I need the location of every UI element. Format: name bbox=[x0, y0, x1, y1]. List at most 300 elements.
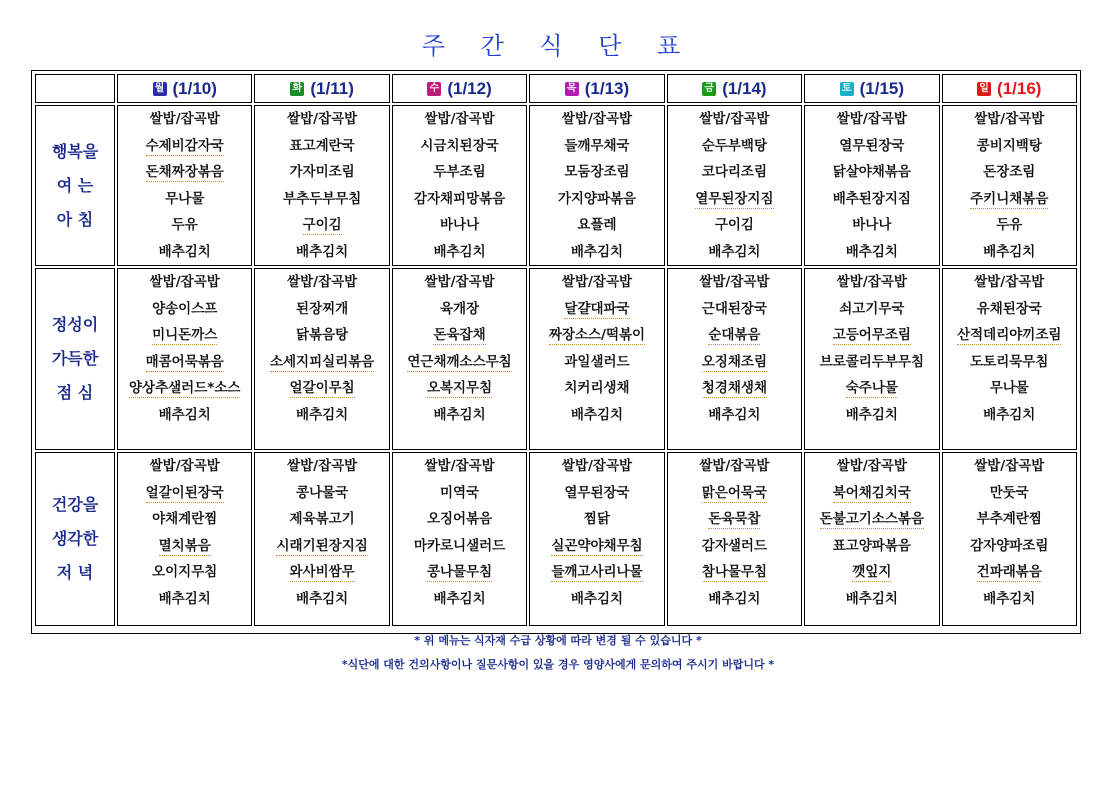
menu-item bbox=[668, 106, 801, 133]
menu-item bbox=[393, 269, 526, 296]
menu-item bbox=[943, 375, 1076, 402]
meal-row bbox=[35, 268, 1077, 450]
menu-item bbox=[255, 239, 388, 266]
menu-cell bbox=[117, 268, 252, 450]
menu-cell bbox=[942, 268, 1077, 450]
menu-item-text: 고등어무조림 bbox=[832, 327, 911, 343]
menu-item bbox=[805, 349, 938, 376]
menu-item bbox=[530, 402, 663, 429]
menu-item bbox=[805, 159, 938, 186]
meal-label-line: 여 는 bbox=[56, 175, 94, 195]
menu-item bbox=[668, 533, 801, 560]
menu-item-text: 쌀밥/잡곡밥 bbox=[561, 111, 633, 127]
menu-item-text: 쌀밥/잡곡밥 bbox=[424, 274, 495, 290]
menu-item-text: 콩나물국 bbox=[296, 484, 349, 501]
menu-item-text: 미니돈까스 bbox=[152, 327, 218, 343]
menu-item bbox=[530, 322, 663, 349]
menu-item-text: 시래기된장지짐 bbox=[276, 537, 368, 554]
menu-cell bbox=[392, 452, 527, 626]
menu-cell bbox=[804, 268, 939, 450]
menu-item bbox=[943, 506, 1076, 533]
menu-item bbox=[805, 133, 938, 160]
meal-label bbox=[35, 268, 115, 450]
meal-label-line: 아 침 bbox=[56, 209, 94, 229]
menu-item-text: 돈불고기소스볶음 bbox=[819, 511, 924, 527]
menu-item bbox=[393, 322, 526, 349]
menu-item-text: 바나나 bbox=[439, 217, 480, 233]
menu-item-text: 쌀밥/잡곡밥 bbox=[974, 111, 1045, 127]
day-header-1 bbox=[254, 74, 389, 103]
meal-label-line: 가득한 bbox=[51, 349, 99, 368]
day-header-6 bbox=[942, 74, 1077, 103]
menu-item-text: 쌀밥/잡곡밥 bbox=[424, 111, 495, 127]
day-date-label: (1/12) bbox=[447, 78, 492, 98]
menu-item-text: 주키니채볶음 bbox=[970, 190, 1049, 207]
menu-item-text: 얼갈이된장국 bbox=[145, 484, 224, 501]
menu-item-text: 바나나 bbox=[852, 217, 892, 233]
menu-item bbox=[530, 559, 663, 586]
menu-item-text: 쌀밥/잡곡밥 bbox=[836, 458, 907, 474]
menu-item bbox=[118, 453, 251, 480]
menu-item-text: 두유 bbox=[996, 217, 1023, 233]
menu-item-text: 멸치볶음 bbox=[158, 537, 211, 554]
menu-item bbox=[668, 453, 801, 480]
menu-item-text: 오복지무침 bbox=[426, 380, 493, 396]
menu-item bbox=[255, 159, 388, 186]
menu-item bbox=[530, 533, 663, 560]
menu-item bbox=[943, 453, 1076, 480]
menu-item-text: 배추김치 bbox=[296, 243, 349, 260]
menu-item bbox=[805, 533, 938, 560]
menu-item bbox=[530, 375, 663, 402]
menu-cell bbox=[117, 452, 252, 626]
menu-item-text: 마카로니샐러드 bbox=[413, 537, 506, 554]
menu-item-text: 쌀밥/잡곡밥 bbox=[699, 458, 770, 474]
menu-item bbox=[118, 402, 251, 429]
menu-item-text: 오징채조림 bbox=[701, 353, 767, 370]
menu-item-text: 치커리생채 bbox=[564, 380, 630, 396]
meal-label-line: 정성이 bbox=[51, 315, 99, 334]
weekday-icon: 목 bbox=[565, 82, 579, 96]
menu-item-text: 쌀밥/잡곡밥 bbox=[287, 274, 358, 290]
menu-item bbox=[118, 480, 251, 507]
menu-cell bbox=[942, 452, 1077, 626]
weekday-icon: 수 bbox=[427, 82, 441, 96]
menu-item-text: 근대된장국 bbox=[701, 300, 767, 317]
menu-item-text: 순대볶음 bbox=[708, 327, 761, 343]
menu-item bbox=[393, 453, 526, 480]
menu-item bbox=[668, 402, 801, 429]
menu-item-text: 닭살야채볶음 bbox=[832, 164, 911, 180]
menu-item bbox=[393, 586, 526, 613]
menu-item bbox=[530, 480, 663, 507]
menu-item bbox=[805, 586, 938, 613]
menu-item bbox=[943, 186, 1076, 213]
menu-item bbox=[393, 296, 526, 323]
menu-item-text: 감자채피망볶음 bbox=[413, 190, 506, 207]
menu-item bbox=[255, 133, 388, 160]
menu-item bbox=[118, 296, 251, 323]
menu-item-text: 부추두부무침 bbox=[283, 190, 362, 207]
menu-item-text: 돈채짜장볶음 bbox=[145, 164, 224, 180]
menu-item-text: 쌀밥/잡곡밥 bbox=[424, 458, 495, 474]
menu-item-text: 쌀밥/잡곡밥 bbox=[561, 458, 633, 474]
menu-item-text: 수제비감자국 bbox=[145, 137, 224, 154]
menu-item-text: 쌀밥/잡곡밥 bbox=[699, 111, 770, 127]
day-header-4 bbox=[667, 74, 802, 103]
menu-item bbox=[943, 349, 1076, 376]
menu-item-text: 깻잎지 bbox=[852, 564, 892, 580]
menu-item-text: 소세지피실리볶음 bbox=[269, 353, 375, 370]
menu-item-text: 들깨무채국 bbox=[564, 137, 630, 154]
menu-item-text: 쌀밥/잡곡밥 bbox=[974, 458, 1045, 474]
menu-item-text: 오이지무침 bbox=[152, 564, 218, 580]
menu-item-text: 유채된장국 bbox=[976, 300, 1042, 317]
menu-item bbox=[668, 159, 801, 186]
menu-item bbox=[943, 159, 1076, 186]
menu-item-text: 건파래볶음 bbox=[976, 564, 1042, 580]
menu-item-text: 배추김치 bbox=[158, 243, 211, 260]
menu-item bbox=[668, 186, 801, 213]
menu-item-text: 양상추샐러드*소스 bbox=[129, 380, 241, 396]
menu-item bbox=[943, 212, 1076, 239]
weekday-icon: 금 bbox=[702, 82, 716, 96]
menu-cell bbox=[254, 452, 389, 626]
menu-cell bbox=[117, 105, 252, 266]
weekday-icon: 화 bbox=[290, 82, 304, 96]
menu-item bbox=[393, 349, 526, 376]
menu-item-text: 열무된장국 bbox=[564, 484, 630, 501]
menu-item bbox=[943, 586, 1076, 613]
menu-item bbox=[668, 212, 801, 239]
menu-item-text: 열무된장지짐 bbox=[695, 190, 774, 207]
menu-item bbox=[530, 133, 663, 160]
menu-item bbox=[530, 296, 663, 323]
menu-item-text: 쌀밥/잡곡밥 bbox=[287, 458, 358, 474]
menu-item-text: 구이김 bbox=[714, 217, 754, 233]
menu-item bbox=[255, 269, 388, 296]
menu-item bbox=[668, 296, 801, 323]
menu-item bbox=[668, 239, 801, 266]
menu-item-text: 요플레 bbox=[577, 217, 617, 233]
menu-item-text: 야채계란찜 bbox=[152, 511, 218, 527]
menu-item bbox=[255, 533, 388, 560]
day-date-label: (1/13) bbox=[584, 78, 630, 98]
menu-item-text: 표고양파볶음 bbox=[832, 537, 911, 554]
menu-item bbox=[530, 506, 663, 533]
menu-item bbox=[118, 375, 251, 402]
menu-item-text: 쌀밥/잡곡밥 bbox=[561, 274, 633, 290]
menu-item-text: 무나물 bbox=[165, 190, 205, 207]
menu-item bbox=[805, 322, 938, 349]
menu-item bbox=[118, 269, 251, 296]
menu-item-text: 북어채김치국 bbox=[832, 484, 911, 501]
menu-item bbox=[530, 586, 663, 613]
day-header-0 bbox=[117, 74, 252, 103]
menu-item-text: 배추김치 bbox=[983, 590, 1036, 607]
menu-item-text: 브로콜리두부무침 bbox=[819, 353, 924, 370]
menu-item-text: 돈장조림 bbox=[983, 164, 1036, 180]
menu-item-text: 찜닭 bbox=[583, 511, 611, 527]
menu-item bbox=[255, 506, 388, 533]
menu-item bbox=[118, 186, 251, 213]
menu-item-text: 된장찌개 bbox=[296, 300, 349, 317]
menu-item-text: 콩비지백탕 bbox=[976, 137, 1042, 154]
menu-item bbox=[530, 212, 663, 239]
notice-change: * 위 메뉴는 식자재 수급 상황에 따라 변경 될 수 있습니다 * bbox=[414, 634, 702, 647]
menu-item bbox=[255, 453, 388, 480]
menu-cell bbox=[529, 268, 664, 450]
menu-item bbox=[393, 480, 526, 507]
menu-item bbox=[393, 186, 526, 213]
menu-item bbox=[943, 559, 1076, 586]
day-date-label: (1/11) bbox=[310, 78, 354, 98]
menu-item-text: 배추된장지짐 bbox=[832, 190, 911, 207]
menu-item-text: 오징어볶음 bbox=[426, 511, 493, 527]
menu-item-text: 쌀밥/잡곡밥 bbox=[149, 458, 220, 474]
menu-item-text: 과일샐러드 bbox=[564, 353, 630, 370]
menu-item-text: 만둣국 bbox=[989, 484, 1029, 501]
menu-item-text: 배추김치 bbox=[570, 243, 624, 260]
menu-item-text: 감자샐러드 bbox=[701, 537, 767, 554]
menu-item-text: 쌀밥/잡곡밥 bbox=[699, 274, 770, 290]
menu-item-text: 두부조림 bbox=[433, 164, 486, 180]
menu-cell bbox=[529, 452, 664, 626]
menu-item-text: 배추김치 bbox=[296, 406, 349, 423]
menu-item-text: 콩나물무침 bbox=[426, 564, 493, 580]
menu-item bbox=[943, 239, 1076, 266]
menu-item bbox=[805, 269, 938, 296]
menu-item-text: 닭볶음탕 bbox=[296, 327, 349, 343]
menu-cell bbox=[804, 452, 939, 626]
page-title: 주 간 식 단 표 bbox=[421, 32, 695, 60]
menu-item bbox=[668, 269, 801, 296]
menu-item bbox=[393, 375, 526, 402]
day-header-row bbox=[35, 74, 1077, 103]
menu-cell bbox=[529, 105, 664, 266]
menu-item bbox=[668, 375, 801, 402]
day-date-label: (1/15) bbox=[859, 78, 905, 98]
menu-item-text: 숙주나물 bbox=[845, 380, 898, 396]
menu-item bbox=[118, 559, 251, 586]
menu-item bbox=[118, 159, 251, 186]
menu-item bbox=[805, 402, 938, 429]
menu-item bbox=[393, 533, 526, 560]
menu-item-text: 가자미조림 bbox=[289, 164, 355, 180]
menu-item-text: 참나물무침 bbox=[701, 564, 767, 580]
menu-item bbox=[255, 402, 388, 429]
menu-item bbox=[668, 586, 801, 613]
menu-item bbox=[668, 480, 801, 507]
day-date-label: (1/16) bbox=[997, 78, 1042, 98]
day-header-2 bbox=[392, 74, 527, 103]
menu-item-text: 제육볶고기 bbox=[289, 511, 355, 527]
menu-item-text: 배추김치 bbox=[433, 406, 486, 423]
menu-item bbox=[393, 559, 526, 586]
menu-item bbox=[943, 480, 1076, 507]
menu-item bbox=[255, 186, 388, 213]
menu-item bbox=[668, 559, 801, 586]
menu-item bbox=[255, 296, 388, 323]
meal-label-line: 생각한 bbox=[51, 529, 99, 548]
menu-item bbox=[805, 296, 938, 323]
menu-item-text: 감자양파조림 bbox=[970, 537, 1049, 554]
day-header-5 bbox=[804, 74, 939, 103]
menu-item bbox=[668, 349, 801, 376]
menu-item bbox=[118, 133, 251, 160]
menu-cell bbox=[254, 268, 389, 450]
menu-item-text: 쌀밥/잡곡밥 bbox=[974, 274, 1045, 290]
meal-label bbox=[35, 105, 115, 266]
weekday-icon: 월 bbox=[153, 82, 167, 96]
menu-item bbox=[255, 559, 388, 586]
menu-item-text: 매콤어묵볶음 bbox=[145, 353, 224, 370]
menu-item bbox=[943, 402, 1076, 429]
weekly-menu-table bbox=[33, 72, 1079, 628]
menu-item bbox=[530, 453, 663, 480]
menu-item bbox=[943, 296, 1076, 323]
menu-item bbox=[393, 506, 526, 533]
menu-cell bbox=[942, 105, 1077, 266]
meal-label-line: 저 녁 bbox=[56, 563, 94, 582]
menu-item-text: 배추김치 bbox=[845, 590, 898, 607]
menu-item bbox=[805, 186, 938, 213]
menu-item bbox=[255, 586, 388, 613]
meal-row bbox=[35, 452, 1077, 626]
menu-item-text: 청경채생채 bbox=[701, 380, 767, 396]
menu-item-text: 열무된장국 bbox=[839, 137, 905, 154]
menu-item bbox=[530, 159, 663, 186]
menu-item-text: 짜장소스/떡볶이 bbox=[548, 327, 646, 343]
menu-item-text: 배추김치 bbox=[983, 406, 1036, 423]
menu-cell bbox=[254, 105, 389, 266]
menu-item bbox=[118, 586, 251, 613]
menu-item bbox=[805, 559, 938, 586]
menu-item bbox=[668, 322, 801, 349]
menu-cell bbox=[392, 105, 527, 266]
menu-item bbox=[255, 480, 388, 507]
menu-item-text: 실곤약야채무침 bbox=[551, 537, 643, 554]
menu-item-text: 무나물 bbox=[989, 380, 1029, 396]
menu-item bbox=[805, 453, 938, 480]
menu-item bbox=[668, 133, 801, 160]
menu-item bbox=[393, 159, 526, 186]
menu-item bbox=[255, 106, 388, 133]
menu-item-text: 맑은어묵국 bbox=[701, 484, 767, 501]
menu-item-text: 모둠장조림 bbox=[564, 164, 630, 180]
menu-item bbox=[530, 106, 663, 133]
menu-item-text: 배추김치 bbox=[296, 590, 349, 607]
menu-cell bbox=[804, 105, 939, 266]
menu-item bbox=[118, 106, 251, 133]
menu-item-text: 산적데리야끼조림 bbox=[957, 327, 1062, 343]
menu-item-text: 쌀밥/잡곡밥 bbox=[836, 111, 907, 127]
menu-item-text: 배추김치 bbox=[845, 406, 898, 423]
menu-item-text: 쇠고기무국 bbox=[839, 300, 905, 317]
meal-label-line: 점 심 bbox=[56, 383, 94, 402]
menu-item bbox=[393, 402, 526, 429]
menu-item-text: 쌀밥/잡곡밥 bbox=[836, 274, 907, 290]
menu-item-text: 표고계란국 bbox=[289, 137, 355, 154]
menu-item bbox=[530, 269, 663, 296]
menu-item-text: 쌀밥/잡곡밥 bbox=[149, 274, 220, 290]
menu-item-text: 배추김치 bbox=[708, 406, 761, 423]
menu-item-text: 쌀밥/잡곡밥 bbox=[149, 111, 220, 127]
menu-item bbox=[943, 269, 1076, 296]
menu-item bbox=[805, 506, 938, 533]
menu-item-text: 배추김치 bbox=[983, 243, 1036, 260]
day-date-label: (1/14) bbox=[722, 78, 767, 98]
menu-item bbox=[393, 133, 526, 160]
menu-item-text: 시금치된장국 bbox=[420, 137, 499, 154]
menu-item bbox=[805, 106, 938, 133]
menu-item bbox=[530, 239, 663, 266]
menu-item-text: 돈육잡채 bbox=[433, 327, 486, 343]
menu-item-text: 배추김치 bbox=[708, 243, 761, 260]
menu-cell bbox=[667, 452, 802, 626]
menu-item bbox=[118, 349, 251, 376]
menu-item bbox=[118, 506, 251, 533]
menu-item-text: 배추김치 bbox=[158, 406, 211, 423]
day-date-label: (1/10) bbox=[172, 78, 217, 98]
weekday-icon: 토 bbox=[840, 82, 854, 96]
menu-item bbox=[805, 480, 938, 507]
menu-item-text: 가지양파볶음 bbox=[557, 190, 637, 207]
notice-inquiry: *식단에 대한 건의사항이나 질문사항이 있을 경우 영양사에게 문의하여 주시기 바랍니다 * bbox=[341, 658, 775, 671]
menu-item bbox=[805, 239, 938, 266]
menu-item bbox=[255, 349, 388, 376]
day-header-3 bbox=[529, 74, 664, 103]
menu-item bbox=[805, 212, 938, 239]
menu-item bbox=[118, 212, 251, 239]
menu-item-text: 배추김치 bbox=[845, 243, 898, 260]
menu-item-text: 돈육묵찹 bbox=[708, 511, 761, 527]
menu-cell bbox=[667, 268, 802, 450]
menu-item bbox=[393, 239, 526, 266]
menu-item bbox=[530, 349, 663, 376]
menu-item-text: 부추계란찜 bbox=[976, 511, 1042, 527]
menu-item bbox=[530, 186, 663, 213]
menu-item bbox=[393, 106, 526, 133]
menu-item-text: 얼갈이무침 bbox=[289, 380, 355, 396]
menu-item bbox=[943, 133, 1076, 160]
menu-item-text: 배추김치 bbox=[570, 590, 624, 607]
menu-item-text: 달걀대파국 bbox=[564, 300, 630, 317]
menu-item bbox=[118, 239, 251, 266]
menu-item-text: 배추김치 bbox=[570, 406, 624, 423]
menu-item bbox=[118, 322, 251, 349]
menu-item-text: 와사비쌈무 bbox=[289, 564, 355, 580]
menu-item bbox=[255, 212, 388, 239]
menu-item-text: 배추김치 bbox=[433, 243, 486, 260]
menu-item-text: 쌀밥/잡곡밥 bbox=[287, 111, 358, 127]
menu-item bbox=[943, 106, 1076, 133]
menu-item bbox=[255, 375, 388, 402]
meal-label-line: 행복을 bbox=[51, 141, 99, 161]
menu-item-text: 육개장 bbox=[439, 300, 480, 317]
menu-item bbox=[393, 212, 526, 239]
menu-cell bbox=[392, 268, 527, 450]
menu-item bbox=[943, 533, 1076, 560]
menu-item-text: 양송이스프 bbox=[152, 300, 218, 317]
menu-item bbox=[943, 322, 1076, 349]
menu-item-text: 도토리묵무침 bbox=[970, 353, 1049, 370]
menu-item bbox=[805, 375, 938, 402]
menu-cell bbox=[667, 105, 802, 266]
menu-item-text: 순두부백탕 bbox=[701, 137, 767, 154]
menu-item-text: 배추김치 bbox=[708, 590, 761, 607]
menu-item bbox=[668, 506, 801, 533]
